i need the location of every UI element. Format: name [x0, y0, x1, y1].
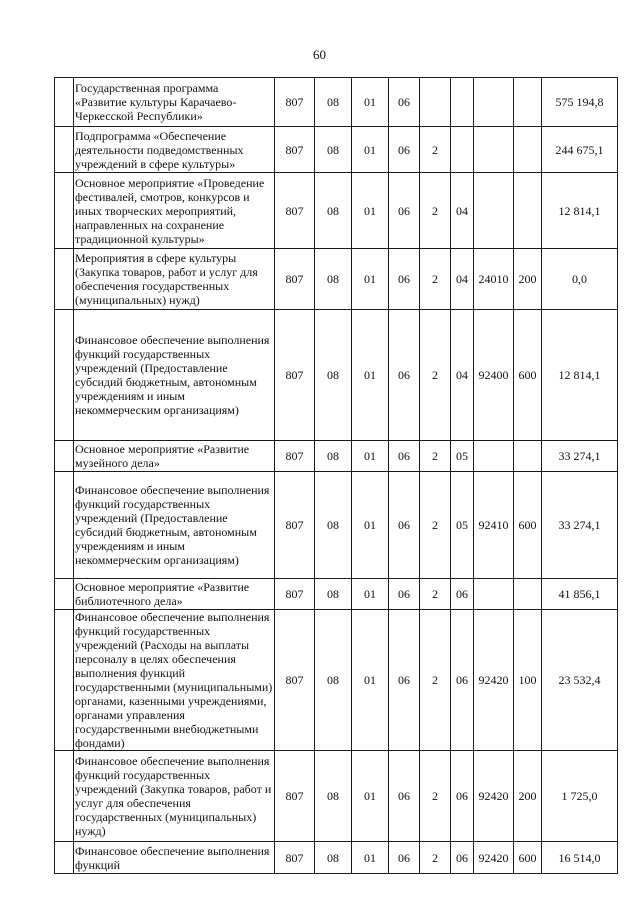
row-program-code: 06 — [389, 751, 420, 842]
row-direction-code — [474, 173, 514, 249]
row-section-code: 08 — [315, 610, 352, 751]
row-section-code: 08 — [315, 78, 352, 127]
row-program-code: 06 — [389, 472, 420, 579]
row-subsection-code: 01 — [352, 842, 389, 874]
row-subsection-code: 01 — [352, 173, 389, 249]
row-sum: 575 194,8 — [542, 78, 618, 127]
row-empty-cell — [55, 842, 74, 874]
row-sum: 12 814,1 — [542, 310, 618, 441]
row-subsection-code: 01 — [352, 751, 389, 842]
table-row — [55, 310, 618, 441]
page-number: 60 — [313, 47, 326, 62]
row-subprogram-code: 2 — [420, 610, 451, 751]
row-sum: 33 274,1 — [542, 472, 618, 579]
table-row — [55, 842, 618, 874]
row-main-event-code: 04 — [451, 249, 474, 310]
table-row — [55, 78, 618, 127]
table-row — [55, 441, 618, 472]
row-glava-code: 807 — [275, 610, 315, 751]
row-empty-cell — [55, 173, 74, 249]
row-empty-cell — [55, 610, 74, 751]
row-subsection-code: 01 — [352, 78, 389, 127]
row-program-code: 06 — [389, 579, 420, 610]
row-sum: 41 856,1 — [542, 579, 618, 610]
row-name: Финансовое обеспечение выполнения функций государственных учреждений (Расходы на выплаты персоналу в целях обеспечения выполнения функций государственными (муниципальными) органами, казенными учреждениями, органами управления государственными внебюджетными фондами) — [74, 610, 275, 751]
row-sum: 23 532,4 — [542, 610, 618, 751]
row-subsection-code: 01 — [352, 127, 389, 173]
row-direction-code: 92400 — [474, 310, 514, 441]
row-expense-type-code — [514, 127, 542, 173]
row-expense-type-code — [514, 441, 542, 472]
row-program-code: 06 — [389, 610, 420, 751]
row-subprogram-code: 2 — [420, 579, 451, 610]
row-program-code: 06 — [389, 842, 420, 874]
row-subsection-code: 01 — [352, 441, 389, 472]
row-empty-cell — [55, 127, 74, 173]
row-program-code: 06 — [389, 249, 420, 310]
row-glava-code: 807 — [275, 127, 315, 173]
row-direction-code: 92410 — [474, 472, 514, 579]
row-sum: 16 514,0 — [542, 842, 618, 874]
row-main-event-code: 06 — [451, 579, 474, 610]
row-name: Государственная программа «Развитие культуры Карачаево-Черкесской Республики» — [74, 78, 275, 127]
row-subprogram-code: 2 — [420, 127, 451, 173]
row-subprogram-code: 2 — [420, 842, 451, 874]
row-section-code: 08 — [315, 249, 352, 310]
row-glava-code: 807 — [275, 842, 315, 874]
row-subprogram-code: 2 — [420, 249, 451, 310]
row-name: Основное мероприятие «Развитие библиотечного дела» — [74, 579, 275, 610]
row-expense-type-code — [514, 173, 542, 249]
row-subsection-code: 01 — [352, 310, 389, 441]
row-main-event-code: 04 — [451, 173, 474, 249]
row-empty-cell — [55, 441, 74, 472]
row-subprogram-code: 2 — [420, 751, 451, 842]
row-direction-code — [474, 579, 514, 610]
row-section-code: 08 — [315, 579, 352, 610]
row-sum: 33 274,1 — [542, 441, 618, 472]
row-name: Финансовое обеспечение выполнения функций государственных учреждений (Предоставление субсидий бюджетным, автономным учреждениям и иным некоммерческим организациям) — [74, 472, 275, 579]
row-program-code: 06 — [389, 310, 420, 441]
row-glava-code: 807 — [275, 310, 315, 441]
table-row — [55, 610, 618, 751]
table-row — [55, 751, 618, 842]
row-expense-type-code: 200 — [514, 751, 542, 842]
row-glava-code: 807 — [275, 579, 315, 610]
budget-table — [54, 77, 618, 874]
row-expense-type-code: 600 — [514, 472, 542, 579]
table-row — [55, 249, 618, 310]
row-expense-type-code — [514, 78, 542, 127]
row-direction-code: 92420 — [474, 842, 514, 874]
row-empty-cell — [55, 579, 74, 610]
row-program-code: 06 — [389, 78, 420, 127]
row-direction-code — [474, 127, 514, 173]
row-sum: 1 725,0 — [542, 751, 618, 842]
row-main-event-code: 04 — [451, 310, 474, 441]
row-subprogram-code: 2 — [420, 441, 451, 472]
row-name: Мероприятия в сфере культуры (Закупка товаров, работ и услуг для обеспечения государственных (муниципальных) нужд) — [74, 249, 275, 310]
row-expense-type-code: 100 — [514, 610, 542, 751]
row-name: Подпрограмма «Обеспечение деятельности подведомственных учреждений в сфере культуры» — [74, 127, 275, 173]
row-expense-type-code: 600 — [514, 842, 542, 874]
table-row — [55, 472, 618, 579]
row-section-code: 08 — [315, 127, 352, 173]
row-glava-code: 807 — [275, 173, 315, 249]
table-row — [55, 579, 618, 610]
row-section-code: 08 — [315, 441, 352, 472]
row-glava-code: 807 — [275, 751, 315, 842]
row-expense-type-code — [514, 579, 542, 610]
row-subprogram-code: 2 — [420, 472, 451, 579]
row-subprogram-code: 2 — [420, 173, 451, 249]
row-main-event-code: 05 — [451, 441, 474, 472]
row-section-code: 08 — [315, 842, 352, 874]
row-glava-code: 807 — [275, 78, 315, 127]
row-main-event-code: 06 — [451, 751, 474, 842]
row-expense-type-code: 200 — [514, 249, 542, 310]
row-expense-type-code: 600 — [514, 310, 542, 441]
row-program-code: 06 — [389, 173, 420, 249]
row-sum: 12 814,1 — [542, 173, 618, 249]
row-direction-code — [474, 441, 514, 472]
row-empty-cell — [55, 472, 74, 579]
table-row — [55, 127, 618, 173]
row-direction-code: 92420 — [474, 751, 514, 842]
row-name: Финансовое обеспечение выполнения функций государственных учреждений (Предоставление субсидий бюджетным, автономным учреждениям и иным некоммерческим организациям) — [74, 310, 275, 441]
row-direction-code: 24010 — [474, 249, 514, 310]
row-subsection-code: 01 — [352, 249, 389, 310]
budget-table-body — [55, 78, 618, 874]
row-glava-code: 807 — [275, 441, 315, 472]
row-program-code: 06 — [389, 441, 420, 472]
row-glava-code: 807 — [275, 249, 315, 310]
row-section-code: 08 — [315, 472, 352, 579]
row-section-code: 08 — [315, 310, 352, 441]
row-main-event-code: 06 — [451, 842, 474, 874]
row-glava-code: 807 — [275, 472, 315, 579]
row-main-event-code: 06 — [451, 610, 474, 751]
row-name: Финансовое обеспечение выполнения функций — [74, 842, 275, 874]
row-direction-code: 92420 — [474, 610, 514, 751]
row-section-code: 08 — [315, 751, 352, 842]
row-direction-code — [474, 78, 514, 127]
row-empty-cell — [55, 751, 74, 842]
row-section-code: 08 — [315, 173, 352, 249]
table-row — [55, 173, 618, 249]
row-name: Финансовое обеспечение выполнения функций государственных учреждений (Закупка товаров, работ и услуг для обеспечения государственных (муниципальных) нужд) — [74, 751, 275, 842]
row-name: Основное мероприятие «Проведение фестивалей, смотров, конкурсов и иных творческих мероприятий, направленных на сохранение традиционной культуры» — [74, 173, 275, 249]
row-empty-cell — [55, 310, 74, 441]
row-empty-cell — [55, 249, 74, 310]
row-subsection-code: 01 — [352, 579, 389, 610]
row-main-event-code — [451, 78, 474, 127]
row-main-event-code — [451, 127, 474, 173]
row-sum: 244 675,1 — [542, 127, 618, 173]
row-subsection-code: 01 — [352, 472, 389, 579]
row-name: Основное мероприятие «Развитие музейного дела» — [74, 441, 275, 472]
row-subsection-code: 01 — [352, 610, 389, 751]
row-main-event-code: 05 — [451, 472, 474, 579]
row-subprogram-code — [420, 78, 451, 127]
row-sum: 0,0 — [542, 249, 618, 310]
row-empty-cell — [55, 78, 74, 127]
row-subprogram-code: 2 — [420, 310, 451, 441]
row-program-code: 06 — [389, 127, 420, 173]
